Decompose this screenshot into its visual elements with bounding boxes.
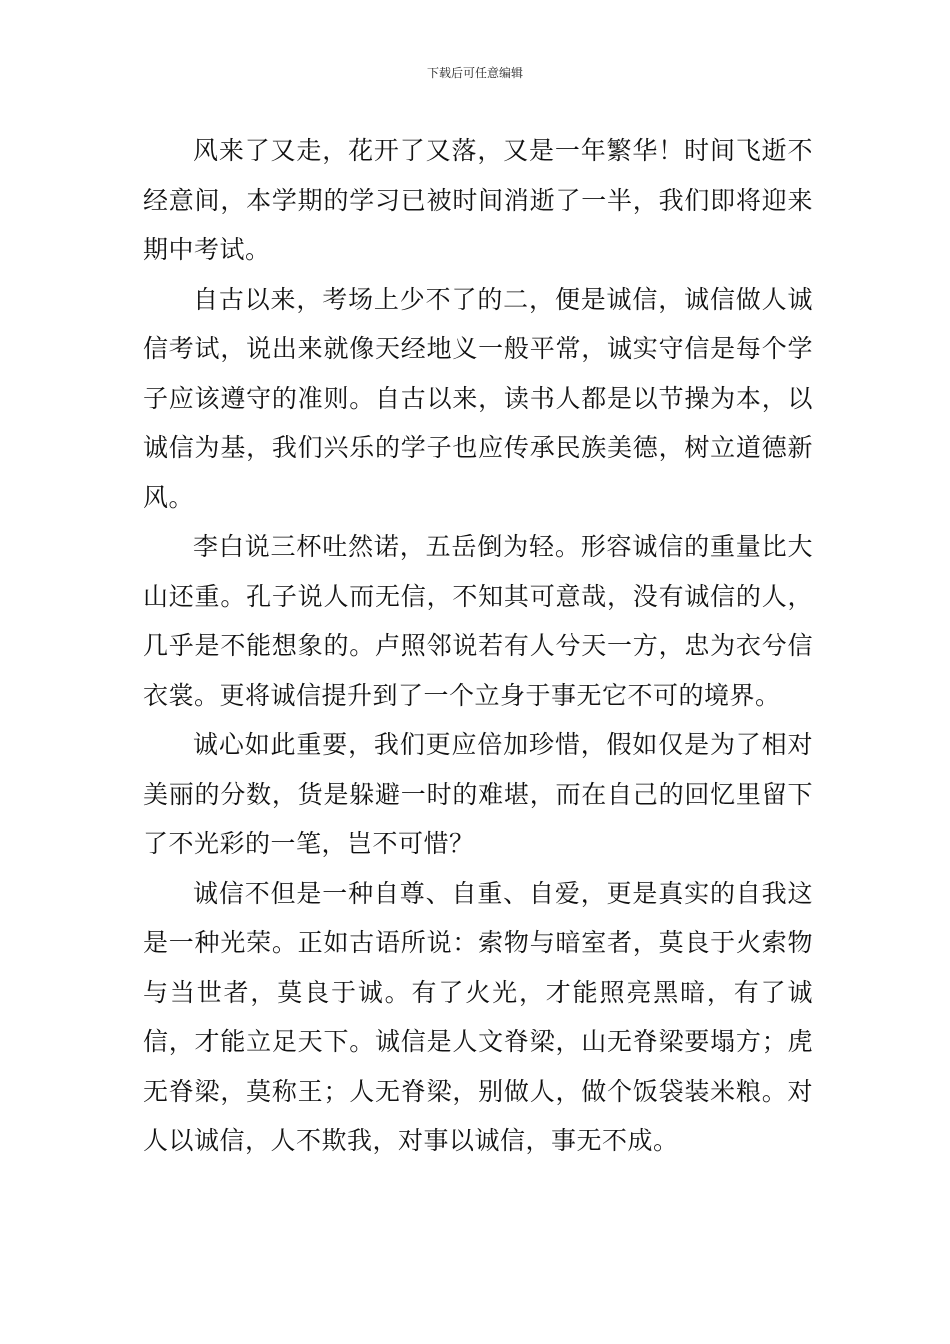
paragraph-4: 诚心如此重要，我们更应倍加珍惜，假如仅是为了相对美丽的分数，货是躲避一时的难堪，而在自己的回忆里留下了不光彩的一笔，岂不可惜？	[143, 730, 813, 858]
document-body	[143, 126, 813, 1166]
paragraph-1: 风来了又走，花开了又落，又是一年繁华！时间飞逝不经意间，本学期的学习已被时间消逝了一半，我们即将迎来期中考试。	[143, 136, 813, 264]
paragraph-3: 李白说三杯吐然诺，五岳倒为轻。形容诚信的重量比大山还重。孔子说人而无信，不知其可意哉，没有诚信的人，几乎是不能想象的。卢照邻说若有人兮天一方，忠为衣兮信衣裳。更将诚信提升到了一个立身于事无它不可的境界。	[143, 532, 813, 710]
paragraph-2: 自古以来，考场上少不了的二，便是诚信，诚信做人诚信考试，说出来就像天经地义一般平常，诚实守信是每个学子应该遵守的准则。自古以来，读书人都是以节操为本，以诚信为基，我们兴乐的学子也应传承民族美德，树立道德新风。	[143, 284, 813, 512]
paragraph-5: 诚信不但是一种自尊、自重、自爱，更是真实的自我这是一种光荣。正如古语所说：索物与暗室者，莫良于火索物与当世者，莫良于诚。有了火光，才能照亮黑暗，有了诚信，才能立足天下。诚信是人文脊梁，山无脊梁要塌方；虎无脊梁，莫称王；人无脊梁，别做人，做个饭袋装米粮。对人以诚信，人不欺我，对事以诚信，事无不成。	[143, 878, 813, 1155]
page-header: 下载后可任意编辑	[426, 66, 523, 80]
